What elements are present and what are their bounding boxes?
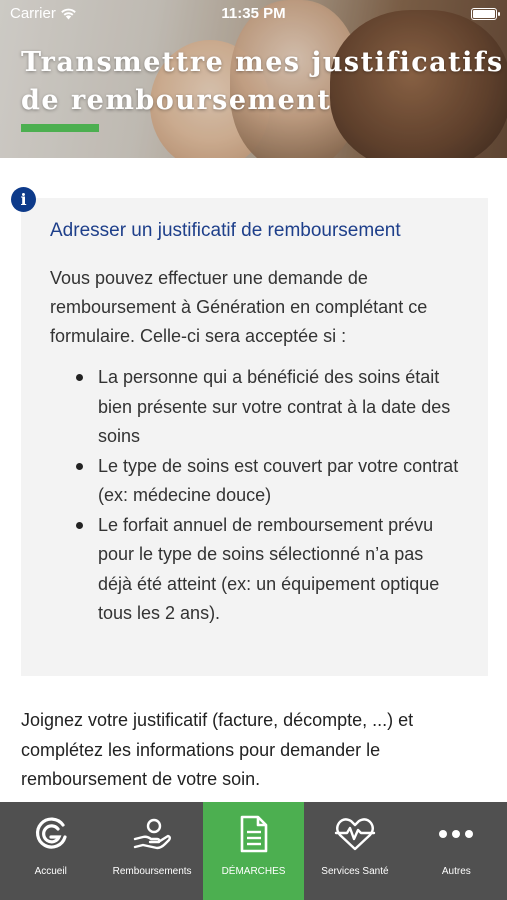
- document-icon: [239, 815, 269, 853]
- heart-pulse-icon: [334, 816, 376, 852]
- list-item: Le type de soins est couvert par votre contrat (ex: médecine douce): [70, 452, 459, 511]
- conditions-list: [50, 363, 459, 629]
- list-item: La personne qui a bénéficié des soins était bien présente sur votre contrat à la date des soins: [70, 363, 459, 452]
- tab-services-sante[interactable]: [304, 802, 405, 900]
- carrier-label: Carrier: [10, 5, 56, 22]
- info-icon: i: [11, 187, 36, 212]
- info-box-title: Adresser un justificatif de remboursement: [50, 220, 401, 241]
- clock: 11:35 PM: [221, 5, 286, 22]
- tab-accueil[interactable]: [0, 802, 101, 900]
- tab-demarches[interactable]: [203, 802, 304, 900]
- tab-label: Remboursements: [112, 866, 192, 877]
- tab-autres[interactable]: [406, 802, 507, 900]
- instructions-text: Joignez votre justificatif (facture, décompte, ...) et complétez les informations pour demander le remboursement de votre soin.: [21, 710, 414, 789]
- battery-icon: [471, 8, 497, 20]
- hand-coin-icon: [131, 815, 173, 853]
- title-accent-bar: [21, 124, 99, 132]
- page-title: Transmettre mes justificatifs de remboursement: [21, 47, 504, 116]
- info-box-intro: Vous pouvez effectuer une demande de remboursement à Génération en complétant ce formulaire. Celle-ci sera acceptée si :: [50, 268, 428, 346]
- list-item: Le forfait annuel de remboursement prévu pour le type de soins sélectionné n’a pas déjà été atteint (ex: un équipement optique tous les 2 ans).: [70, 511, 459, 629]
- home-logo-icon: [32, 815, 70, 853]
- info-box: [21, 198, 488, 676]
- tab-remboursements[interactable]: [101, 802, 202, 900]
- tab-label: DÉMARCHES: [221, 866, 286, 877]
- more-icon: [438, 829, 474, 839]
- hero-banner: [0, 0, 507, 158]
- tab-label: Services Santé: [321, 866, 389, 877]
- tab-bar: [0, 802, 507, 900]
- status-bar: [0, 0, 507, 28]
- tab-label: Autres: [441, 866, 471, 877]
- tab-label: Accueil: [34, 866, 67, 877]
